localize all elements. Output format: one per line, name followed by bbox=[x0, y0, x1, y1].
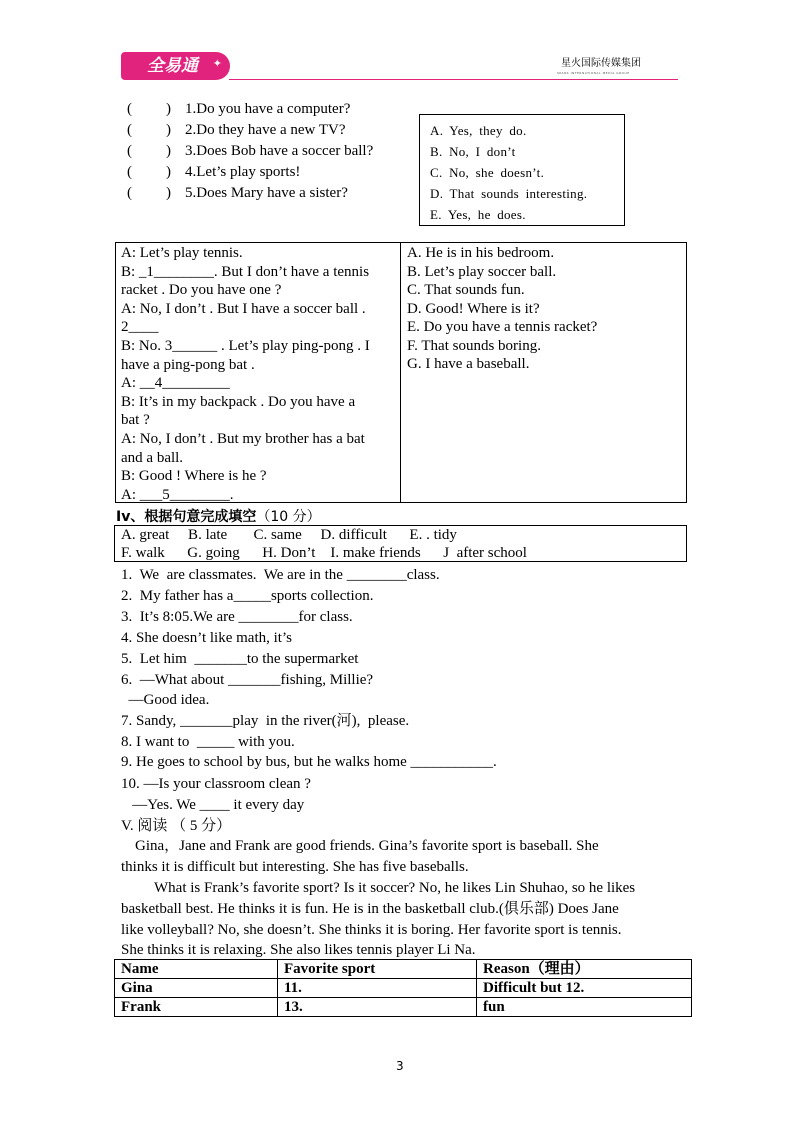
page-number: 3 bbox=[396, 1059, 404, 1073]
table-cell: Gina bbox=[115, 979, 278, 998]
table-cell: Frank bbox=[115, 998, 278, 1017]
table-cell: fun bbox=[477, 998, 692, 1017]
fill-item: —Yes. We ____ it every day bbox=[121, 797, 305, 813]
fill-item: 3. It’s 8:05.We are ________for class. bbox=[121, 609, 353, 625]
sparkle-icon: ✦ bbox=[212, 57, 222, 70]
logo-text: 全易通 bbox=[147, 56, 198, 76]
dialog-line: 2____ bbox=[121, 319, 159, 336]
dialog-line: A: ___5________. bbox=[121, 486, 234, 503]
passage-line: She thinks it is relaxing. She also likes tennis player Li Na. bbox=[121, 942, 476, 958]
dialog-line: have a ping-pong bat . bbox=[121, 356, 255, 373]
dialog-line: A: No, I don’t . But I have a soccer ball . bbox=[121, 300, 366, 317]
fill-item: —Good idea. bbox=[121, 692, 210, 708]
dialog-line: bat ? bbox=[121, 412, 150, 429]
table-cell: Difficult but 12. bbox=[477, 979, 692, 998]
dialog-line: A: Let’s play tennis. bbox=[121, 245, 243, 261]
question-row: ( ) 2.Do they have a new TV? bbox=[127, 122, 346, 138]
table-row bbox=[115, 998, 692, 1017]
dialog-line: B: No. 3______ . Let’s play ping-pong . I bbox=[121, 337, 370, 354]
fill-item: 10. —Is your classroom clean ? bbox=[121, 776, 311, 792]
publisher-name: 星火国际传媒集团 bbox=[561, 58, 641, 69]
table-cell: 13. bbox=[278, 998, 477, 1017]
answer-option: D. That sounds interesting. bbox=[430, 186, 588, 201]
table-header-cell: Favorite sport bbox=[278, 960, 477, 979]
answer-option: B. No, I don’t bbox=[430, 144, 516, 159]
dialog-option: E. Do you have a tennis racket? bbox=[407, 319, 598, 335]
dialog-line: racket . Do you have one ? bbox=[121, 282, 282, 299]
fill-item: 5. Let him _______to the supermarket bbox=[121, 651, 359, 667]
brand-logo bbox=[121, 52, 230, 80]
dialog-option: A. He is in his bedroom. bbox=[407, 245, 555, 261]
fill-item: 1. We are classmates. We are in the ________class. bbox=[121, 567, 440, 583]
passage-line: basketball best. He thinks it is fun. He is in the basketball club.(俱乐部) Does Jane bbox=[121, 901, 619, 917]
dialog-line: A: __4_________ bbox=[121, 375, 230, 392]
dialog-line: B: _1________. But I don’t have a tennis bbox=[121, 263, 370, 280]
section-title: V. 阅读 （ 5 分） bbox=[121, 818, 232, 834]
question-row: ( ) 1.Do you have a computer? bbox=[127, 101, 351, 117]
word-bank-row: F. walk G. going H. Don’t I. make friends J after school bbox=[121, 545, 527, 561]
dialog-text bbox=[121, 244, 393, 504]
dialog-line: and a ball. bbox=[121, 449, 184, 466]
passage-line: Gina，Jane and Frank are good friends. Gina’s favorite sport is baseball. She bbox=[135, 838, 599, 854]
answer-option: C. No, she doesn’t. bbox=[430, 165, 545, 180]
question-row: ( ) 4.Let’s play sports! bbox=[127, 164, 301, 180]
passage-line: like volleyball? No, she doesn’t. She thinks it is boring. Her favorite sport is tennis. bbox=[121, 922, 622, 938]
dialog-option: G. I have a baseball. bbox=[407, 356, 530, 372]
fill-item: 6. —What about _______fishing, Millie? bbox=[121, 672, 374, 688]
table-cell: 11. bbox=[278, 979, 477, 998]
table-row bbox=[115, 979, 692, 998]
header-divider bbox=[229, 79, 678, 80]
table-header-cell: Reason（理由） bbox=[477, 960, 692, 979]
passage-line: What is Frank’s favorite sport? Is it soccer? No, he likes Lin Shuhao, so he likes bbox=[154, 880, 636, 896]
table-header-row bbox=[115, 960, 692, 979]
question-row: ( ) 5.Does Mary have a sister? bbox=[127, 185, 348, 201]
question-row: ( ) 3.Does Bob have a soccer ball? bbox=[127, 143, 374, 159]
answer-option: A. Yes, they do. bbox=[430, 123, 527, 138]
dialog-line: A: No, I don’t . But my brother has a bat bbox=[121, 430, 365, 447]
answer-option: E. Yes, he does. bbox=[430, 207, 526, 222]
dialog-option: C. That sounds fun. bbox=[407, 282, 525, 298]
table-header-cell: Name bbox=[115, 960, 278, 979]
fill-item: 7. Sandy, _______play in the river(河), please. bbox=[121, 713, 410, 729]
publisher-subtitle: SPARK INTERNATIONAL MEDIA GROUP bbox=[557, 71, 630, 75]
fill-item: 9. He goes to school by bus, but he walks home ___________. bbox=[121, 754, 497, 770]
dialog-option: F. That sounds boring. bbox=[407, 338, 541, 354]
section-title: Iv、根据句意完成填空（10 分） bbox=[116, 509, 321, 525]
word-bank-row: A. great B. late C. same D. difficult E. . tidy bbox=[121, 527, 457, 543]
fill-item: 8. I want to _____ with you. bbox=[121, 734, 295, 750]
fill-item: 2. My father has a_____sports collection. bbox=[121, 588, 374, 604]
dialog-option: D. Good! Where is it? bbox=[407, 301, 540, 317]
dialog-line: B: It’s in my backpack . Do you have a bbox=[121, 393, 356, 410]
dialog-option: B. Let’s play soccer ball. bbox=[407, 264, 557, 280]
dialog-line: B: Good ! Where is he ? bbox=[121, 468, 267, 485]
fill-item: 4. She doesn’t like math, it’s bbox=[121, 630, 292, 646]
passage-line: thinks it is difficult but interesting. She has five baseballs. bbox=[121, 859, 469, 875]
reading-table bbox=[114, 959, 692, 1017]
